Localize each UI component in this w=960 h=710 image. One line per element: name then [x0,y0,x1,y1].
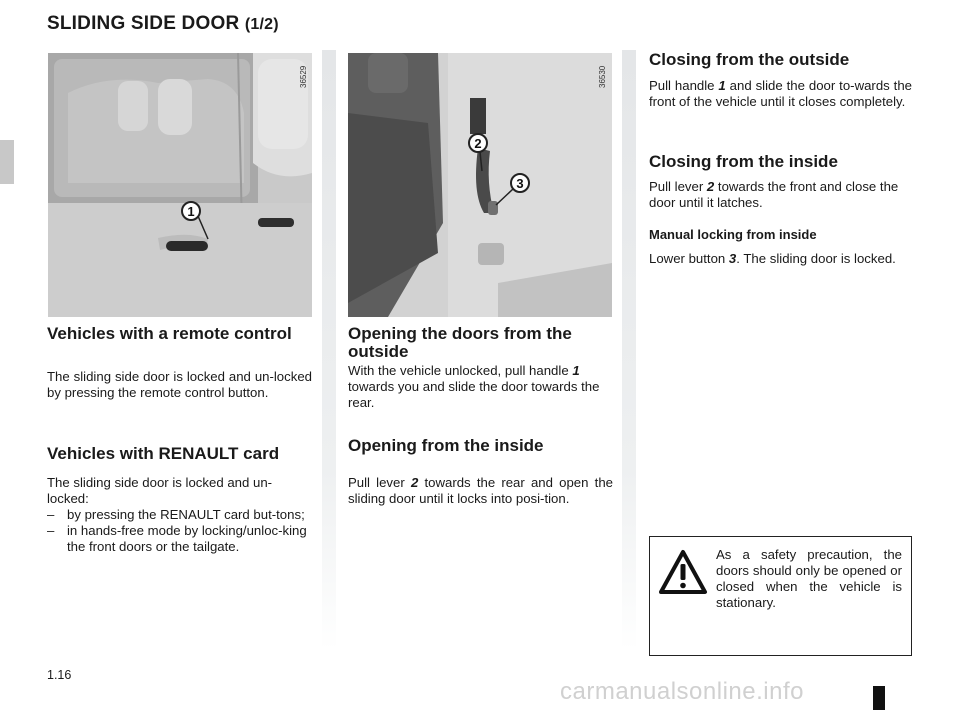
closing-inside-heading: Closing from the inside [649,152,838,171]
remote-control-text: The sliding side door is locked and un-locked by pressing the remote control button. [47,369,312,400]
remote-control-heading: Vehicles with a remote control [47,324,292,343]
watermark: carmanualsonline.info [560,678,804,705]
figure-reference: 36529 [299,65,308,88]
callout-3: 3 [516,176,524,191]
figure-reference: 36530 [598,65,607,88]
closing-outside-heading: Closing from the outside [649,50,850,69]
opening-inside-text: Pull lever 2 towards the rear and open the sliding door until it locks into posi-tion. [348,475,613,506]
page-title: SLIDING SIDE DOOR (1/2) [47,13,279,34]
opening-inside-heading: Opening from the inside [348,436,544,455]
section-side-tab [0,140,14,184]
list-item: – in hands-free mode by locking/unloc-king the front doors or the tailgate. [47,523,307,554]
manual-locking-text: Lower button 3. The sliding door is locked. [649,251,896,266]
exterior-door-illustration [48,53,312,317]
page-number: 1.16 [47,668,72,682]
opening-outside-text: With the vehicle unlocked, pull handle 1 towards you and slide the door towards the rear. [348,363,600,410]
manual-locking-heading: Manual locking from inside [649,227,817,242]
closing-inside-text: Pull lever 2 towards the front and close the door until it latches. [649,179,899,210]
renault-card-list [47,507,312,555]
column-divider [322,50,336,650]
callout-2: 2 [474,136,482,151]
safety-warning-box [649,536,912,656]
page-title-part: (1/2) [244,16,279,33]
column-divider [622,50,636,650]
page-edge-marker [873,686,885,710]
interior-door-illustration [348,53,612,317]
list-item: – by pressing the RENAULT card but-tons; [47,507,305,522]
closing-outside-text: Pull handle 1 and slide the door to-wards the front of the vehicle until it closes completely. [649,78,912,109]
opening-outside-heading: Opening the doors from the outside [348,324,572,361]
renault-card-heading: Vehicles with RENAULT card [47,444,280,463]
callout-1: 1 [187,204,195,219]
safety-warning-text: As a safety precaution, the doors should only be opened or closed when the vehicle is stationary. [716,547,902,610]
warning-triangle-icon [658,549,708,595]
renault-card-intro: The sliding side door is locked and un-locked: [47,475,273,506]
